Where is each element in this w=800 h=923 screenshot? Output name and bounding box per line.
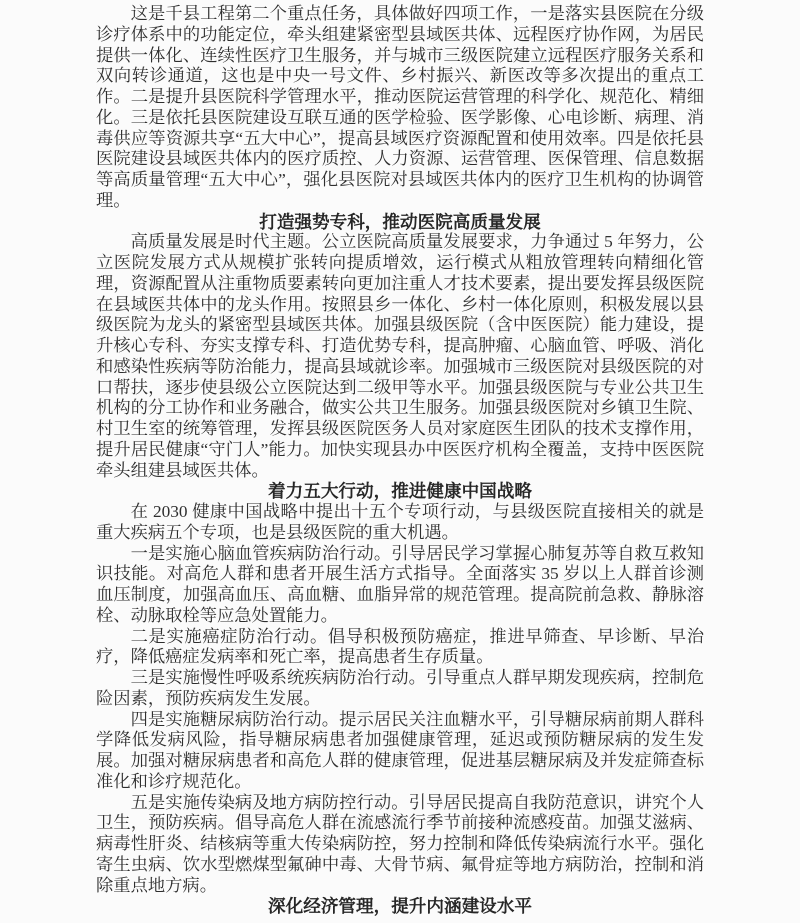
section-heading: 着力五大行动，推进健康中国战略	[268, 481, 532, 502]
body-paragraph: 三是实施慢性呼吸系统疾病防治行动。引导重点人群早期发现疾病，控制危险因素，预防疾病发生发展。	[96, 668, 704, 708]
body-paragraph: 在 2030 健康中国战略中提出十五个专项行动，与县级医院直接相关的就是重大疾病五个专项，也是县级医院的重大机遇。	[96, 502, 704, 542]
section-heading: 打造强势专科，推动医院高质量发展	[259, 211, 541, 232]
body-paragraph: 这是千县工程第二个重点任务，具体做好四项工作，一是落实县医院在分级诊疗体系中的功能定位，牵头组建紧密型县域医共体、远程医疗协作网，为居民提供一体化、连续性医疗卫生服务，并与城市三级医院建立远程医疗服务关系和双向转诊通道，这也是中央一号文件、乡村振兴、新医改等多次提出的重点工作。二是提升县医院科学管理水平，推动医院运营管理的科学化、规范化、精细化。三是依托县医院建设互联互通的医学检验、医学影像、心电诊断、病理、消毒供应等资源共享“五大中心”，提高县域医疗资源配置和使用效率。四是依托县医院建设县域医共体内的医疗质控、人力资源、运营管理、医保管理、信息数据等高质量管理“五大中心”，强化县医院对县域医共体内的医疗卫生机构的协调管理。	[96, 4, 704, 210]
body-paragraph: 一是实施心脑血管疾病防治行动。引导居民学习掌握心肺复苏等自救互救知识技能。对高危人群和患者开展生活方式指导。全面落实 35 岁以上人群首诊测血压制度，加强高血压、高血糖、血脂异常的规范管理。提高院前急救、静脉溶栓、动脉取栓等应急处置能力。	[96, 543, 704, 625]
section-heading: 深化经济管理，提升内涵建设水平	[268, 896, 532, 917]
body-paragraph: 五是实施传染病及地方病防控行动。引导居民提高自我防范意识，讲究个人卫生，预防疾病。倡导高危人群在流感流行季节前接种流感疫苗。加强艾滋病、病毒性肝炎、结核病等重大传染病防控，努力控制和降低传染病流行水平。强化寄生虫病、饮水型燃煤型氟砷中毒、大骨节病、氟骨症等地方病防治，控制和消除重点地方病。	[96, 792, 704, 895]
body-paragraph: 四是实施糖尿病防治行动。提示居民关注血糖水平，引导糖尿病前期人群科学降低发病风险，指导糖尿病患者加强健康管理，延迟或预防糖尿病的发生发展。加强对糖尿病患者和高危人群的健康管理，促进基层糖尿病及并发症筛查标准化和诊疗规范化。	[96, 709, 704, 791]
body-paragraph: 高质量发展是时代主题。公立医院高质量发展要求，力争通过 5 年努力，公立医院发展方式从规模扩张转向提质增效，运行模式从粗放管理转向精细化管理，资源配置从注重物质要素转向更加注重人才技术要素，提出要发挥县级医院在县域医共体中的龙头作用。按照县乡一体化、乡村一体化原则，积极发展以县级医院为龙头的紧密型县域医共体。加强县级医院（含中医医院）能力建设，提升核心专科、夯实支撑专科、打造优势专科，提高肿瘤、心脑血管、呼吸、消化和感染性疾病等防治能力，提高县域就诊率。加强城市三级医院对县级医院的对口帮扶，逐步使县级公立医院达到二级甲等水平。加强县级医院与专业公共卫生机构的分工协作和业务融合，做实公共卫生服务。加强县级医院对乡镇卫生院、村卫生室的统筹管理，发挥县级医院医务人员对家庭医生团队的技术支撑作用，提升居民健康“守门人”能力。加快实现县办中医医疗机构全覆盖，支持中医医院牵头组建县域医共体。	[96, 232, 704, 480]
body-paragraph: 二是实施癌症防治行动。倡导积极预防癌症，推进早筛查、早诊断、早治疗，降低癌症发病率和死亡率，提高患者生存质量。	[96, 626, 704, 667]
